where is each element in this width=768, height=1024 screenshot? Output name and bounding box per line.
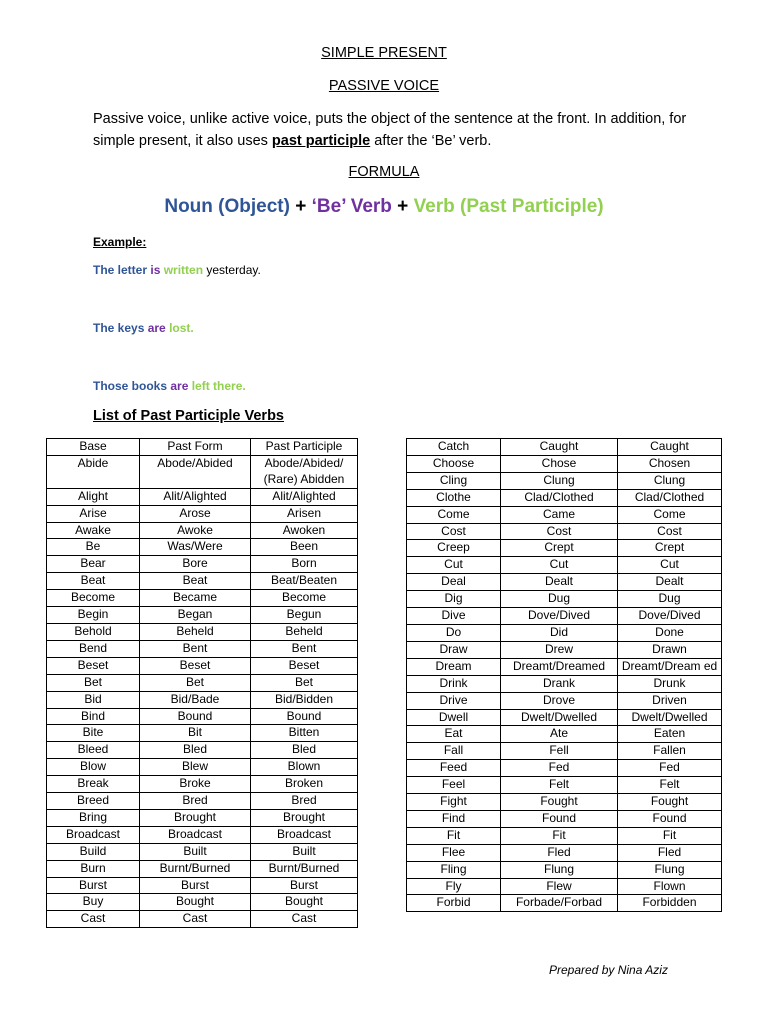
past-form-cell: Burnt/Burned	[140, 860, 251, 877]
past-participle-cell: Burnt/Burned	[251, 860, 358, 877]
past-participle-cell: Eaten	[618, 726, 722, 743]
example-rest: yesterday.	[203, 263, 261, 277]
past-form-cell: Bound	[140, 708, 251, 725]
past-form-cell: Brought	[140, 809, 251, 826]
past-form-cell: Dealt	[501, 574, 618, 591]
past-participle-cell: Cast	[251, 911, 358, 928]
formula-past-participle: Verb (Past Participle)	[413, 196, 604, 217]
table-row	[407, 506, 722, 523]
past-participle-cell: Broadcast	[251, 826, 358, 843]
example-be: are	[147, 321, 166, 335]
past-participle-cell: Fallen	[618, 743, 722, 760]
past-form-cell: Dug	[501, 591, 618, 608]
base-form-cell: Buy	[47, 894, 140, 911]
base-form-cell: Bid	[47, 691, 140, 708]
base-form-cell: Flee	[407, 844, 501, 861]
past-form-cell: Cut	[501, 557, 618, 574]
past-form-cell: Cast	[140, 911, 251, 928]
base-form-cell: Fall	[407, 743, 501, 760]
table-row	[407, 641, 722, 658]
past-participle-cell: Fought	[618, 794, 722, 811]
table-row	[47, 505, 358, 522]
past-form-cell: Became	[140, 590, 251, 607]
table-row	[407, 726, 722, 743]
base-form-cell: Beset	[47, 657, 140, 674]
past-participle-cell: Been	[251, 539, 358, 556]
past-participle-cell: Past Participle	[251, 439, 358, 456]
base-form-cell: Creep	[407, 540, 501, 557]
base-form-cell: Build	[47, 843, 140, 860]
past-participle-cell: Come	[618, 506, 722, 523]
intro-text-2: after the ‘Be’ verb.	[370, 133, 492, 149]
past-participle-cell: Done	[618, 624, 722, 641]
table-row	[407, 574, 722, 591]
past-participle-cell: Flown	[618, 878, 722, 895]
past-participle-cell: Beheld	[251, 623, 358, 640]
past-form-cell: Burst	[140, 877, 251, 894]
past-form-cell: Fled	[501, 844, 618, 861]
past-participle-cell: Broken	[251, 776, 358, 793]
example-noun: The keys	[93, 321, 148, 335]
base-form-cell: Dig	[407, 591, 501, 608]
past-form-cell: Bought	[140, 894, 251, 911]
table-row	[407, 810, 722, 827]
table-row	[407, 624, 722, 641]
past-participle-cell: Drunk	[618, 675, 722, 692]
past-participle-cell: Caught	[618, 439, 722, 456]
example-sentence-2	[93, 321, 194, 335]
past-participle-cell: Burst	[251, 877, 358, 894]
past-form-cell: Broadcast	[140, 826, 251, 843]
past-form-cell: Bent	[140, 640, 251, 657]
past-participle-cell: Dwelt/Dwelled	[618, 709, 722, 726]
past-participle-cell: Dealt	[618, 574, 722, 591]
footer-credit: Prepared by Nina Aziz	[549, 963, 668, 977]
table-row	[47, 877, 358, 894]
past-form-cell: Drew	[501, 641, 618, 658]
table-row	[407, 709, 722, 726]
base-form-cell: Base	[47, 439, 140, 456]
past-form-cell: Dove/Dived	[501, 608, 618, 625]
base-form-cell: Feel	[407, 777, 501, 794]
base-form-cell: Draw	[407, 641, 501, 658]
past-form-cell: Bled	[140, 742, 251, 759]
past-participle-cell: Driven	[618, 692, 722, 709]
table-row	[47, 607, 358, 624]
base-form-cell: Do	[407, 624, 501, 641]
table-row	[407, 743, 722, 760]
table-row	[47, 439, 358, 456]
base-form-cell: Dwell	[407, 709, 501, 726]
past-participle-cell: Brought	[251, 809, 358, 826]
past-participle-cell: Dreamt/Dream ed	[618, 658, 722, 675]
past-form-cell: Alit/Alighted	[140, 488, 251, 505]
past-participle-cell: Dug	[618, 591, 722, 608]
past-form-cell: Abode/Abided	[140, 455, 251, 488]
base-form-cell: Begin	[47, 607, 140, 624]
past-form-cell: Was/Were	[140, 539, 251, 556]
past-form-cell: Did	[501, 624, 618, 641]
table-row	[47, 488, 358, 505]
base-form-cell: Drink	[407, 675, 501, 692]
base-form-cell: Clothe	[407, 489, 501, 506]
past-participle-cell: Crept	[618, 540, 722, 557]
base-form-cell: Cast	[47, 911, 140, 928]
past-participle-cell: Bound	[251, 708, 358, 725]
table-row	[407, 675, 722, 692]
base-form-cell: Arise	[47, 505, 140, 522]
past-form-cell: Felt	[501, 777, 618, 794]
table-row	[47, 657, 358, 674]
example-sentence-3	[93, 379, 246, 393]
base-form-cell: Cling	[407, 472, 501, 489]
base-form-cell: Feed	[407, 760, 501, 777]
example-label: Example:	[93, 235, 147, 249]
example-noun: The letter	[93, 263, 151, 277]
intro-paragraph	[93, 108, 693, 152]
past-form-cell: Beset	[140, 657, 251, 674]
table-row	[407, 692, 722, 709]
example-be: is	[150, 263, 161, 277]
past-participle-cell: Cut	[618, 557, 722, 574]
past-form-cell: Beheld	[140, 623, 251, 640]
base-form-cell: Alight	[47, 488, 140, 505]
table-row	[47, 742, 358, 759]
past-participle-cell: Bet	[251, 674, 358, 691]
list-title: List of Past Participle Verbs	[93, 408, 284, 424]
past-participle-cell: Beset	[251, 657, 358, 674]
past-form-cell: Found	[501, 810, 618, 827]
past-form-cell: Ate	[501, 726, 618, 743]
past-participle-cell: Fit	[618, 827, 722, 844]
past-participle-cell: Born	[251, 556, 358, 573]
base-form-cell: Cut	[407, 557, 501, 574]
past-participle-cell: Bled	[251, 742, 358, 759]
intro-emphasis: past participle	[271, 133, 371, 149]
table-row	[47, 826, 358, 843]
past-form-cell: Chose	[501, 455, 618, 472]
table-row	[407, 540, 722, 557]
past-form-cell: Drank	[501, 675, 618, 692]
table-row	[47, 759, 358, 776]
example-be: are	[170, 379, 189, 393]
base-form-cell: Awake	[47, 522, 140, 539]
base-form-cell: Breed	[47, 793, 140, 810]
table-row	[47, 911, 358, 928]
base-form-cell: Beat	[47, 573, 140, 590]
base-form-cell: Forbid	[407, 895, 501, 912]
table-row	[47, 894, 358, 911]
base-form-cell: Eat	[407, 726, 501, 743]
formula-heading: FORMULA	[348, 164, 420, 180]
table-row	[407, 523, 722, 540]
base-form-cell: Bite	[47, 725, 140, 742]
base-form-cell: Catch	[407, 439, 501, 456]
table-row	[47, 725, 358, 742]
past-participle-cell: Abode/Abided/ (Rare) Abidden	[251, 455, 358, 488]
base-form-cell: Bleed	[47, 742, 140, 759]
table-row	[407, 895, 722, 912]
table-row	[47, 843, 358, 860]
past-participle-cell: Cost	[618, 523, 722, 540]
table-row	[47, 640, 358, 657]
base-form-cell: Bear	[47, 556, 140, 573]
verb-table-left	[46, 438, 358, 928]
past-form-cell: Bid/Bade	[140, 691, 251, 708]
verb-table-right-body	[407, 439, 722, 912]
base-form-cell: Bend	[47, 640, 140, 657]
formula-plus-1: +	[289, 196, 312, 217]
table-row	[407, 591, 722, 608]
past-form-cell: Forbade/Forbad	[501, 895, 618, 912]
past-form-cell: Beat	[140, 573, 251, 590]
past-form-cell: Crept	[501, 540, 618, 557]
past-participle-cell: Fled	[618, 844, 722, 861]
table-row	[47, 522, 358, 539]
page-subtitle: PASSIVE VOICE	[328, 78, 440, 94]
table-row	[47, 573, 358, 590]
past-form-cell: Bit	[140, 725, 251, 742]
base-form-cell: Bring	[47, 809, 140, 826]
table-row	[407, 777, 722, 794]
table-row	[47, 455, 358, 488]
past-form-cell: Bet	[140, 674, 251, 691]
base-form-cell: Bind	[47, 708, 140, 725]
past-participle-cell: Clung	[618, 472, 722, 489]
past-form-cell: Bred	[140, 793, 251, 810]
formula-line	[0, 196, 768, 218]
base-form-cell: Behold	[47, 623, 140, 640]
past-participle-cell: Begun	[251, 607, 358, 624]
past-form-cell: Flew	[501, 878, 618, 895]
past-form-cell: Built	[140, 843, 251, 860]
example-noun: Those books	[93, 379, 171, 393]
table-row	[407, 878, 722, 895]
past-form-cell: Cost	[501, 523, 618, 540]
base-form-cell: Choose	[407, 455, 501, 472]
past-form-cell: Bore	[140, 556, 251, 573]
past-participle-cell: Bought	[251, 894, 358, 911]
past-form-cell: Dwelt/Dwelled	[501, 709, 618, 726]
table-row	[47, 691, 358, 708]
past-participle-cell: Built	[251, 843, 358, 860]
past-participle-cell: Arisen	[251, 505, 358, 522]
past-form-cell: Awoke	[140, 522, 251, 539]
table-row	[47, 809, 358, 826]
past-form-cell: Blew	[140, 759, 251, 776]
formula-plus-2: +	[391, 196, 414, 217]
base-form-cell: Come	[407, 506, 501, 523]
table-row	[47, 776, 358, 793]
past-participle-cell: Beat/Beaten	[251, 573, 358, 590]
formula-noun: Noun (Object)	[164, 196, 290, 217]
formula-be-verb: ‘Be’ Verb	[311, 196, 392, 217]
base-form-cell: Fly	[407, 878, 501, 895]
table-row	[407, 861, 722, 878]
table-row	[47, 556, 358, 573]
base-form-cell: Burst	[47, 877, 140, 894]
past-participle-cell: Bitten	[251, 725, 358, 742]
table-row	[47, 793, 358, 810]
base-form-cell: Drive	[407, 692, 501, 709]
past-form-cell: Fell	[501, 743, 618, 760]
base-form-cell: Broadcast	[47, 826, 140, 843]
base-form-cell: Fight	[407, 794, 501, 811]
table-row	[407, 608, 722, 625]
past-participle-cell: Bent	[251, 640, 358, 657]
past-participle-cell: Bred	[251, 793, 358, 810]
past-participle-cell: Bid/Bidden	[251, 691, 358, 708]
base-form-cell: Blow	[47, 759, 140, 776]
past-participle-cell: Fed	[618, 760, 722, 777]
base-form-cell: Break	[47, 776, 140, 793]
base-form-cell: Fit	[407, 827, 501, 844]
base-form-cell: Abide	[47, 455, 140, 488]
past-participle-cell: Found	[618, 810, 722, 827]
page-title: SIMPLE PRESENT	[321, 45, 447, 61]
past-form-cell: Began	[140, 607, 251, 624]
table-row	[407, 557, 722, 574]
table-row	[47, 674, 358, 691]
table-row	[47, 860, 358, 877]
past-participle-cell: Forbidden	[618, 895, 722, 912]
base-form-cell: Burn	[47, 860, 140, 877]
intro-text-1: Passive voice, unlike active voice, puts the object of the sentence at the front. In addition, for simple present, it also uses	[93, 111, 687, 149]
verb-table-right	[406, 438, 722, 912]
past-form-cell: Broke	[140, 776, 251, 793]
past-form-cell: Past Form	[140, 439, 251, 456]
past-form-cell: Fought	[501, 794, 618, 811]
past-form-cell: Dreamt/Dreamed	[501, 658, 618, 675]
table-row	[47, 539, 358, 556]
base-form-cell: Cost	[407, 523, 501, 540]
base-form-cell: Deal	[407, 574, 501, 591]
base-form-cell: Find	[407, 810, 501, 827]
past-participle-cell: Awoken	[251, 522, 358, 539]
table-row	[407, 827, 722, 844]
table-row	[407, 455, 722, 472]
past-participle-cell: Alit/Alighted	[251, 488, 358, 505]
table-row	[407, 658, 722, 675]
past-form-cell: Clad/Clothed	[501, 489, 618, 506]
example-verb: written	[160, 263, 204, 277]
verb-table-left-body	[47, 439, 358, 928]
past-participle-cell: Become	[251, 590, 358, 607]
table-row	[407, 844, 722, 861]
example-verb: left there.	[188, 379, 246, 393]
base-form-cell: Dive	[407, 608, 501, 625]
base-form-cell: Bet	[47, 674, 140, 691]
past-form-cell: Flung	[501, 861, 618, 878]
past-form-cell: Fit	[501, 827, 618, 844]
past-participle-cell: Clad/Clothed	[618, 489, 722, 506]
table-row	[47, 590, 358, 607]
past-participle-cell: Dove/Dived	[618, 608, 722, 625]
example-verb: lost.	[165, 321, 194, 335]
table-row	[47, 708, 358, 725]
table-row	[407, 794, 722, 811]
past-form-cell: Drove	[501, 692, 618, 709]
table-row	[407, 439, 722, 456]
table-row	[47, 623, 358, 640]
base-form-cell: Be	[47, 539, 140, 556]
past-participle-cell: Felt	[618, 777, 722, 794]
table-row	[407, 489, 722, 506]
past-participle-cell: Chosen	[618, 455, 722, 472]
past-participle-cell: Flung	[618, 861, 722, 878]
example-sentence-1	[93, 263, 261, 277]
base-form-cell: Become	[47, 590, 140, 607]
past-form-cell: Arose	[140, 505, 251, 522]
past-form-cell: Came	[501, 506, 618, 523]
table-row	[407, 472, 722, 489]
past-participle-cell: Blown	[251, 759, 358, 776]
past-form-cell: Fed	[501, 760, 618, 777]
past-participle-cell: Drawn	[618, 641, 722, 658]
past-form-cell: Caught	[501, 439, 618, 456]
base-form-cell: Fling	[407, 861, 501, 878]
past-form-cell: Clung	[501, 472, 618, 489]
table-row	[407, 760, 722, 777]
base-form-cell: Dream	[407, 658, 501, 675]
